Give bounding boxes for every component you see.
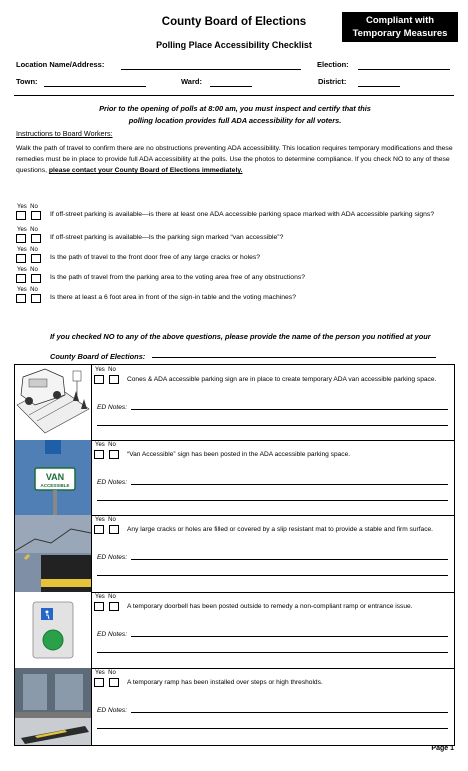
- yes-checkbox[interactable]: [16, 211, 26, 220]
- yes-checkbox[interactable]: [16, 254, 26, 263]
- ed-notes-label: ED Notes:: [97, 479, 128, 486]
- yes-checkbox[interactable]: [94, 678, 104, 687]
- ed-notes-field[interactable]: [131, 559, 448, 560]
- remedy-text: Any large cracks or holes are filled or covered by a slip resistant mat to provide a stable and firm surface.: [127, 526, 434, 533]
- crack-and-mat-photo: [15, 515, 92, 592]
- intro-line-1: Prior to the opening of polls at 8:00 am, you must inspect and certify that this: [99, 104, 371, 113]
- election-field[interactable]: [358, 61, 450, 70]
- yes-label: Yes: [17, 287, 27, 293]
- notified-person-field[interactable]: [152, 349, 436, 358]
- ed-notes-field[interactable]: [131, 636, 448, 637]
- no-checkbox[interactable]: [31, 211, 41, 220]
- yes-label: Yes: [95, 670, 105, 676]
- instructions-emphasis: please contact your County Board of Elections immediately.: [48, 167, 243, 174]
- ed-notes-label: ED Notes:: [97, 631, 128, 638]
- badge-line-1: Compliant with: [365, 15, 435, 26]
- yes-no-labels: [17, 204, 38, 210]
- page-subtitle: Polling Place Accessibility Checklist: [156, 40, 312, 50]
- instructions-body: Walk the path of travel to confirm there are no obstructions preventing ADA accessibility. This location requires temporary modifications and these remedies must be in place to provide full ADA accessibility at the polls. Use the photos to determine compliance. If you check NO to any of these questions,: [16, 145, 453, 174]
- no-checkbox[interactable]: [31, 254, 41, 263]
- yes-no-labels: [95, 670, 116, 676]
- yes-label: Yes: [17, 267, 27, 273]
- ward-field[interactable]: [210, 78, 252, 87]
- yes-checkbox[interactable]: [94, 525, 104, 534]
- ed-notes-label: ED Notes:: [97, 707, 128, 714]
- yes-checkbox[interactable]: [94, 602, 104, 611]
- yes-checkbox[interactable]: [16, 234, 26, 243]
- location-label: Location Name/Address:: [16, 60, 105, 69]
- yes-checkbox[interactable]: [94, 375, 104, 384]
- yes-checkbox[interactable]: [94, 450, 104, 459]
- ed-notes-field[interactable]: [131, 484, 448, 485]
- notify-line-1: If you checked NO to any of the above questions, please provide the name of the person you notified at your: [50, 332, 431, 341]
- question-text: If off-street parking is available—Is the parking sign marked “van accessible”?: [50, 234, 284, 241]
- ed-notes-field[interactable]: [97, 575, 448, 576]
- ed-notes-field[interactable]: [97, 425, 448, 426]
- remedy-text: A temporary doorbell has been posted outside to remedy a non-compliant ramp or entrance issue.: [127, 603, 413, 610]
- yes-no-labels: [95, 442, 116, 448]
- no-checkbox[interactable]: [109, 602, 119, 611]
- ed-notes-field[interactable]: [97, 500, 448, 501]
- remedy-table: [14, 364, 455, 746]
- yes-no-labels: [17, 267, 38, 273]
- ed-notes-field[interactable]: [131, 409, 448, 410]
- yes-label: Yes: [17, 247, 27, 253]
- question-text: Is the path of travel from the parking area to the voting area free of any obstructions?: [50, 274, 306, 281]
- no-checkbox[interactable]: [31, 294, 41, 303]
- election-label: Election:: [317, 60, 349, 69]
- svg-text:ACCESSIBLE: ACCESSIBLE: [40, 483, 70, 488]
- question-text: Is there at least a 6 foot area in front of the sign-in table and the voting machines?: [50, 294, 296, 301]
- header-divider: [14, 95, 454, 96]
- question-text: Is the path of travel to the front door free of any large cracks or holes?: [50, 254, 261, 261]
- yes-no-labels: [17, 287, 38, 293]
- intro-statement: [40, 103, 430, 127]
- page-number: Page 1: [431, 745, 454, 752]
- no-checkbox[interactable]: [31, 274, 41, 283]
- remedy-text: “Van Accessible” sign has been posted in the ADA accessible parking space.: [127, 451, 351, 458]
- town-label: Town:: [16, 77, 38, 86]
- ed-notes-field[interactable]: [97, 728, 448, 729]
- notify-label: County Board of Elections:: [50, 352, 146, 361]
- no-checkbox[interactable]: [109, 375, 119, 384]
- yes-label: Yes: [95, 594, 105, 600]
- ed-notes-label: ED Notes:: [97, 404, 128, 411]
- no-label: No: [30, 267, 38, 273]
- remedy-text: Cones & ADA accessible parking sign are in place to create temporary ADA van accessible parking space.: [127, 376, 437, 383]
- no-label: No: [108, 367, 116, 373]
- page-title: County Board of Elections: [161, 16, 307, 28]
- van-accessible-sign: [15, 440, 92, 515]
- notify-statement: [50, 327, 450, 367]
- instructions-heading: Instructions to Board Workers:: [16, 129, 113, 138]
- yes-label: Yes: [95, 442, 105, 448]
- question-text: If off-street parking is available—is there at least one ADA accessible parking space marked with ADA accessible parking signs?: [50, 211, 435, 218]
- ed-notes-field[interactable]: [131, 712, 448, 713]
- town-field[interactable]: [44, 78, 146, 87]
- compliance-badge: [342, 12, 458, 42]
- no-label: No: [108, 594, 116, 600]
- ed-notes-label: ED Notes:: [97, 554, 128, 561]
- accessible-doorbell-photo: [15, 592, 92, 668]
- no-checkbox[interactable]: [109, 525, 119, 534]
- no-label: No: [30, 287, 38, 293]
- district-label: District:: [318, 77, 347, 86]
- yes-label: Yes: [95, 367, 105, 373]
- svg-text:VAN: VAN: [45, 472, 65, 482]
- no-label: No: [108, 670, 116, 676]
- location-field[interactable]: [121, 61, 301, 70]
- yes-no-labels: [17, 227, 38, 233]
- yes-label: Yes: [17, 227, 27, 233]
- temporary-ramp-photo: [15, 668, 92, 745]
- yes-checkbox[interactable]: [16, 294, 26, 303]
- no-label: No: [108, 442, 116, 448]
- instructions-text: [16, 143, 456, 176]
- remedy-row: [15, 440, 454, 516]
- no-label: No: [30, 227, 38, 233]
- no-label: No: [30, 247, 38, 253]
- yes-no-labels: [95, 517, 116, 523]
- remedy-row: [15, 592, 454, 669]
- yes-no-labels: [95, 594, 116, 600]
- no-checkbox[interactable]: [109, 678, 119, 687]
- ward-label: Ward:: [181, 77, 202, 86]
- remedy-row: [15, 668, 454, 745]
- remedy-row: [15, 515, 454, 593]
- yes-checkbox[interactable]: [16, 274, 26, 283]
- badge-line-2: Temporary Measures: [352, 28, 448, 39]
- yes-no-labels: [17, 247, 38, 253]
- yes-label: Yes: [17, 204, 27, 210]
- intro-line-2: polling location provides full ADA accessibility for all voters.: [128, 116, 342, 125]
- remedy-text: A temporary ramp has been installed over steps or high thresholds.: [127, 679, 323, 686]
- no-label: No: [30, 204, 38, 210]
- yes-no-labels: [95, 367, 116, 373]
- no-checkbox[interactable]: [109, 450, 119, 459]
- district-field[interactable]: [358, 78, 400, 87]
- remedy-row: [15, 365, 454, 441]
- van-parking-illustration: [15, 365, 92, 440]
- no-label: No: [108, 517, 116, 523]
- ed-notes-field[interactable]: [97, 652, 448, 653]
- yes-label: Yes: [95, 517, 105, 523]
- no-checkbox[interactable]: [31, 234, 41, 243]
